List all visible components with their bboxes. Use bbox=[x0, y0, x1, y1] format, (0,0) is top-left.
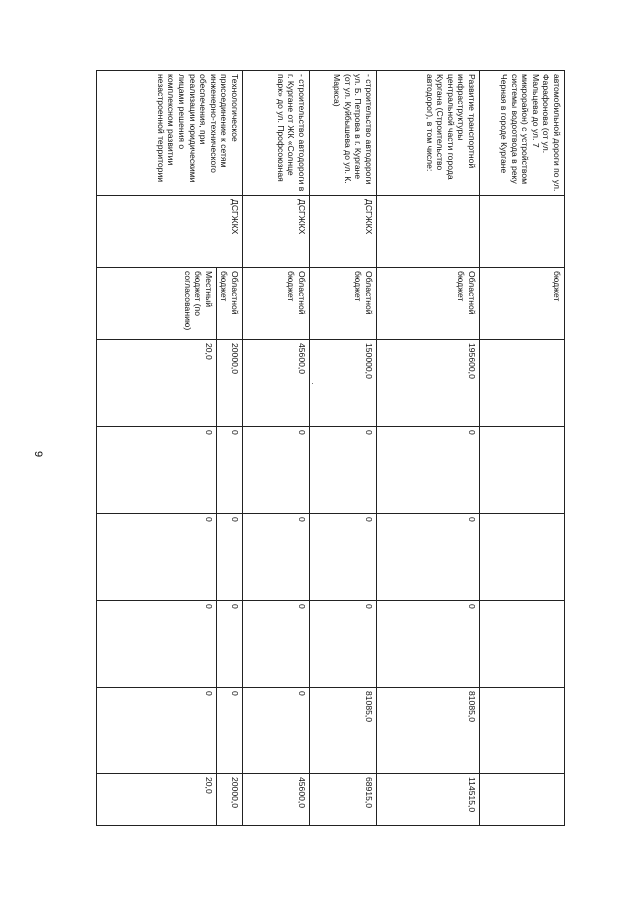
funding-source-cell: бюджет bbox=[480, 268, 565, 340]
executor-cell bbox=[480, 196, 565, 268]
table-row bbox=[480, 71, 565, 826]
total-cell: 150000,0 bbox=[310, 340, 377, 427]
value-cell: 0 bbox=[243, 688, 310, 774]
event-name-cell: автомобильной дороги по ул. Фарафонова (от ул. Мальцева до ул. 7 микрорайон) с устройством системы водоотвода в реку Черная в городе Кургане bbox=[480, 71, 565, 196]
value-cell: 0 bbox=[243, 601, 310, 688]
funding-source-cell: Областной бюджет bbox=[216, 268, 242, 340]
event-name-cell: - строительство автодороги ул. Б. Петрова в г. Кургане (от ул. Куйбышева до ул. К. Маркса) bbox=[310, 71, 377, 196]
table-row bbox=[216, 71, 242, 826]
value-cell: 0 bbox=[96, 427, 216, 514]
funding-source-cell: Местный бюджет (по согласованию) bbox=[96, 268, 216, 340]
value-cell: 0 bbox=[216, 601, 242, 688]
table-row bbox=[310, 71, 377, 826]
total-cell: 20000,0 bbox=[216, 340, 242, 427]
total-cell bbox=[480, 340, 565, 427]
value-cell: 81085,0 bbox=[310, 688, 377, 774]
executor-cell: ДСГЖКХ bbox=[310, 196, 377, 268]
value-cell: 0 bbox=[96, 688, 216, 774]
value-cell: 114515,0 bbox=[377, 774, 480, 826]
value-cell: 0 bbox=[216, 688, 242, 774]
value-cell: 20,0 bbox=[96, 774, 216, 826]
value-cell bbox=[480, 688, 565, 774]
value-cell: 0 bbox=[216, 514, 242, 601]
event-name-cell: - строительство автодороги в г. Кургане от ЖК «Солнце парк» до ул. Профсоюзная bbox=[243, 71, 310, 196]
total-cell: 20,0 bbox=[96, 340, 216, 427]
funding-source-cell: Областной бюджет bbox=[310, 268, 377, 340]
funding-source-cell: Областной бюджет bbox=[377, 268, 480, 340]
value-cell: 68915,0 bbox=[310, 774, 377, 826]
value-cell: 0 bbox=[377, 514, 480, 601]
event-name-cell: Технологическое присоединение к сетям инженерно-технического обеспечения, при реализации юридическими лицами решения о комплексном развитии незастроенной территории bbox=[96, 71, 242, 196]
page-number: 9 bbox=[32, 451, 44, 458]
value-cell: 0 bbox=[243, 427, 310, 514]
funding-source-cell: Областной бюджет bbox=[243, 268, 310, 340]
value-cell: 81085,0 bbox=[377, 688, 480, 774]
value-cell: 0 bbox=[377, 427, 480, 514]
value-cell bbox=[480, 774, 565, 826]
executor-cell: ДСГЖКХ bbox=[96, 196, 242, 268]
value-cell: 0 bbox=[216, 427, 242, 514]
value-cell: 0 bbox=[96, 514, 216, 601]
total-cell: 45600,0 bbox=[243, 340, 310, 427]
value-cell: 0 bbox=[96, 601, 216, 688]
value-cell: 45600,0 bbox=[243, 774, 310, 826]
executor-cell: ДСГЖКХ bbox=[243, 196, 310, 268]
rotated-table-wrapper bbox=[75, 70, 565, 825]
event-name-cell: Развитие транспортной инфраструктуры центральной части города Кургана (Строительство автодорог), в том числе: bbox=[377, 71, 480, 196]
value-cell: 0 bbox=[310, 427, 377, 514]
value-cell: 0 bbox=[310, 601, 377, 688]
value-cell: 0 bbox=[310, 514, 377, 601]
table-row bbox=[377, 71, 480, 826]
budget-table bbox=[96, 70, 565, 826]
value-cell bbox=[480, 601, 565, 688]
value-cell: 0 bbox=[243, 514, 310, 601]
value-cell: 0 bbox=[377, 601, 480, 688]
table-row bbox=[243, 71, 310, 826]
total-cell: 195600,0 bbox=[377, 340, 480, 427]
value-cell: 20000,0 bbox=[216, 774, 242, 826]
value-cell bbox=[480, 427, 565, 514]
executor-cell bbox=[377, 196, 480, 268]
value-cell bbox=[480, 514, 565, 601]
